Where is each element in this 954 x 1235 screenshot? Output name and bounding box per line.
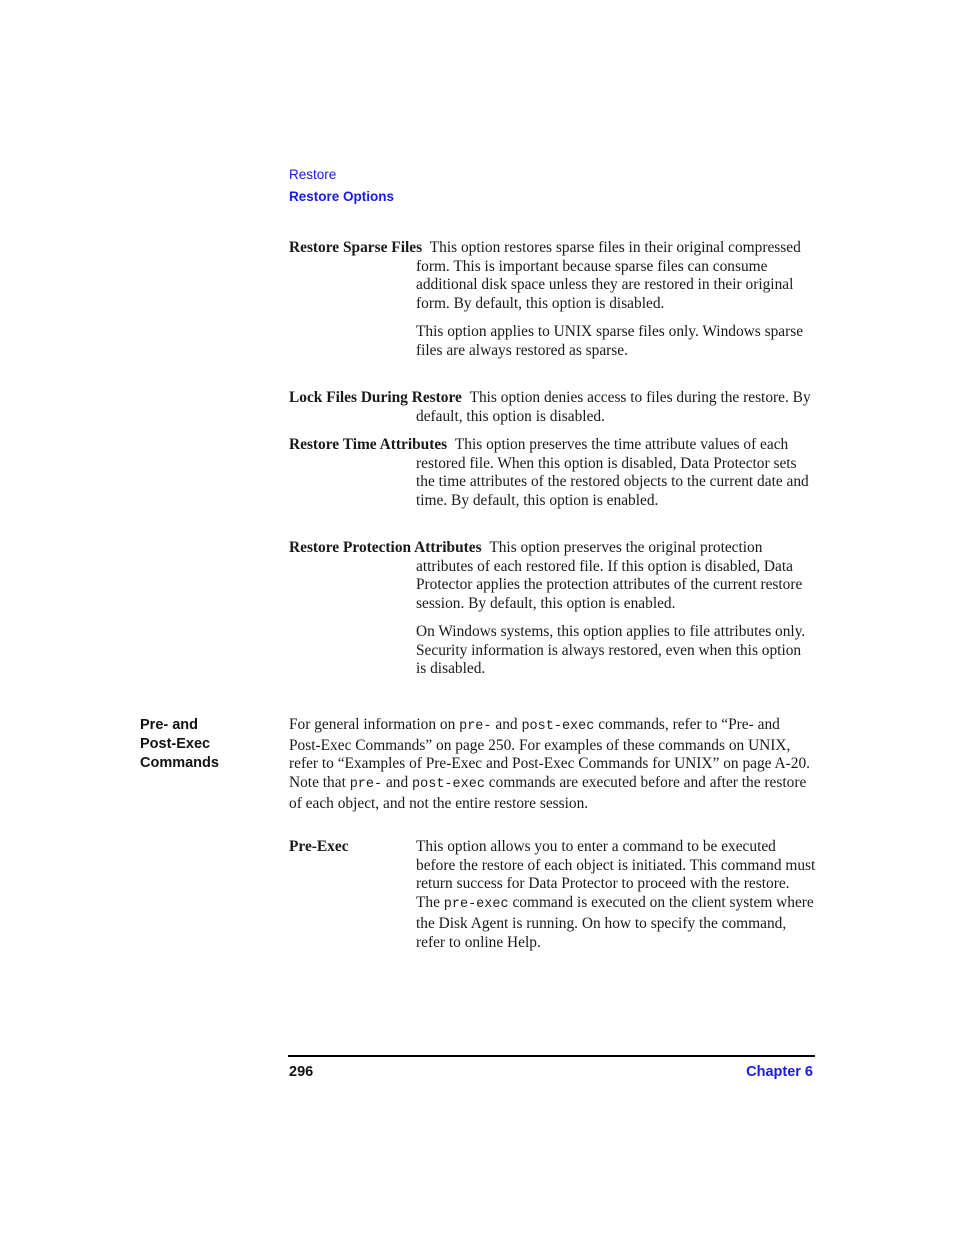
option-term: Restore Sparse Files [289, 239, 423, 256]
option-description: This option preserves the original protection attributes of each restored file. If this option is disabled, Data Protector applies the protection attributes of the current restore session. By default, this option is enabled. [416, 539, 803, 613]
code-run: pre- [349, 777, 383, 793]
option-description: This option denies access to files during the restore. By default, this option is disabled. [416, 389, 811, 425]
pre-post-exec-paragraph [289, 716, 813, 814]
text-run: This option allows you to enter a command to be executed before the restore of each object is initiated. This command must return success for Data Protector to proceed with the restore. The [416, 838, 816, 912]
text-run: and [382, 774, 413, 792]
option-restore-sparse-files [289, 239, 813, 360]
side-heading-line: Commands [140, 755, 219, 771]
option-note: On Windows systems, this option applies to file attributes only. Security information is always restored, even when this option is disabled. [416, 622, 806, 678]
option-restore-protection-attributes [289, 539, 813, 679]
option-term: Restore Time Attributes [289, 436, 448, 453]
breadcrumb-subsection: Restore Options [289, 189, 395, 204]
code-run: pre-exec [443, 897, 509, 913]
pre-exec-term: Pre-Exec [289, 838, 349, 855]
option-restore-time-attributes [289, 436, 813, 511]
option-lock-files [289, 389, 813, 426]
breadcrumb-section: Restore [289, 167, 337, 182]
footer-rule [288, 1055, 815, 1057]
option-note: This option applies to UNIX sparse files only. Windows sparse files are always restored as sparse. [416, 322, 804, 359]
page-number: 296 [289, 1064, 314, 1080]
side-heading [140, 716, 260, 773]
text-run: commands are executed before and after the restore of each object, and not the entire restore session. [289, 774, 807, 812]
text-run: For general information on [289, 716, 460, 733]
side-heading-line: Post-Exec [140, 736, 211, 752]
text-run: and [491, 716, 522, 733]
option-description: This option preserves the time attribute values of each restored file. When this option is disabled, Data Protector sets the time attributes of the restored objects to the current date and time. By default, this option is enabled. [416, 436, 809, 510]
chapter-label: Chapter 6 [746, 1064, 813, 1080]
option-term: Lock Files During Restore [289, 389, 462, 406]
side-heading-line: Pre- and [140, 717, 199, 733]
code-run: post-exec [521, 719, 595, 734]
option-term: Restore Protection Attributes [289, 539, 482, 556]
pre-exec-description [416, 838, 816, 952]
code-run: post-exec [412, 777, 485, 793]
text-run: command is executed on the client system where the Disk Agent is running. On how to specify the command, refer to online Help. [416, 894, 814, 951]
code-run: pre- [459, 719, 492, 734]
text-run: commands, refer to “Pre- and Post-Exec Commands” on page 250. For examples of these commands on UNIX, refer to “Examples of Pre-Exec and Post-Exec Commands for UNIX” on page A-20. Note that [289, 716, 810, 792]
option-description: This option restores sparse files in their original compressed form. This is important because sparse files can consume additional disk space unless they are restored in their original form. By default, this option is disabled. [416, 239, 801, 313]
